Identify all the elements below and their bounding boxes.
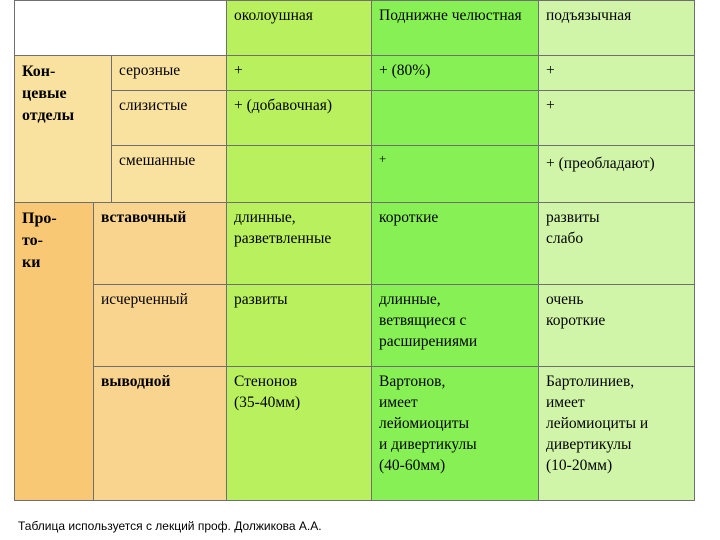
- row-mucous-sublingual: +: [538, 90, 695, 146]
- row-serous-label: серозные: [111, 55, 227, 91]
- row-mixed-label: смешанные: [111, 145, 227, 203]
- row-striated-label: исчерченный: [93, 284, 227, 367]
- row-excretory-sublingual: Бартолиниев, имеет лейомиоциты и дивертикулы (10-20мм): [538, 366, 695, 501]
- header-sublingual: подъязычная: [538, 0, 695, 56]
- header-parotid: околоушная: [226, 0, 372, 56]
- source-caption: Таблица используется с лекций проф. Должикова А.А.: [18, 519, 322, 533]
- header-blank-cell: [14, 0, 227, 56]
- row-mixed-submandibular: +: [371, 145, 539, 203]
- header-submandibular: Поднижне челюстная: [371, 0, 539, 56]
- ducts-group-label: Про- то- ки: [14, 202, 94, 501]
- end-sections-group-label: Кон- цевые отделы: [14, 55, 112, 203]
- row-intercalated-sublingual: развиты слабо: [538, 202, 695, 285]
- row-striated-parotid: развиты: [226, 284, 372, 367]
- row-mixed-sublingual: + (преобладают): [538, 145, 695, 203]
- row-serous-parotid: +: [226, 55, 372, 91]
- row-excretory-parotid: Стенонов (35-40мм): [226, 366, 372, 501]
- row-serous-submandibular: + (80%): [371, 55, 539, 91]
- row-excretory-label: выводной: [93, 366, 227, 501]
- row-mixed-parotid: [226, 145, 372, 203]
- row-excretory-submandibular: Вартонов, имеет лейомиоциты и дивертикулы (40-60мм): [371, 366, 539, 501]
- row-mucous-parotid: + (добавочная): [226, 90, 372, 146]
- row-mucous-label: слизистые: [111, 90, 227, 146]
- row-striated-sublingual: очень короткие: [538, 284, 695, 367]
- row-intercalated-parotid: длинные, разветвленные: [226, 202, 372, 285]
- row-striated-submandibular: длинные, ветвящиеся с расширениями: [371, 284, 539, 367]
- row-intercalated-submandibular: короткие: [371, 202, 539, 285]
- row-mucous-submandibular: [371, 90, 539, 146]
- row-intercalated-label: вставочный: [93, 202, 227, 285]
- row-serous-sublingual: +: [538, 55, 695, 91]
